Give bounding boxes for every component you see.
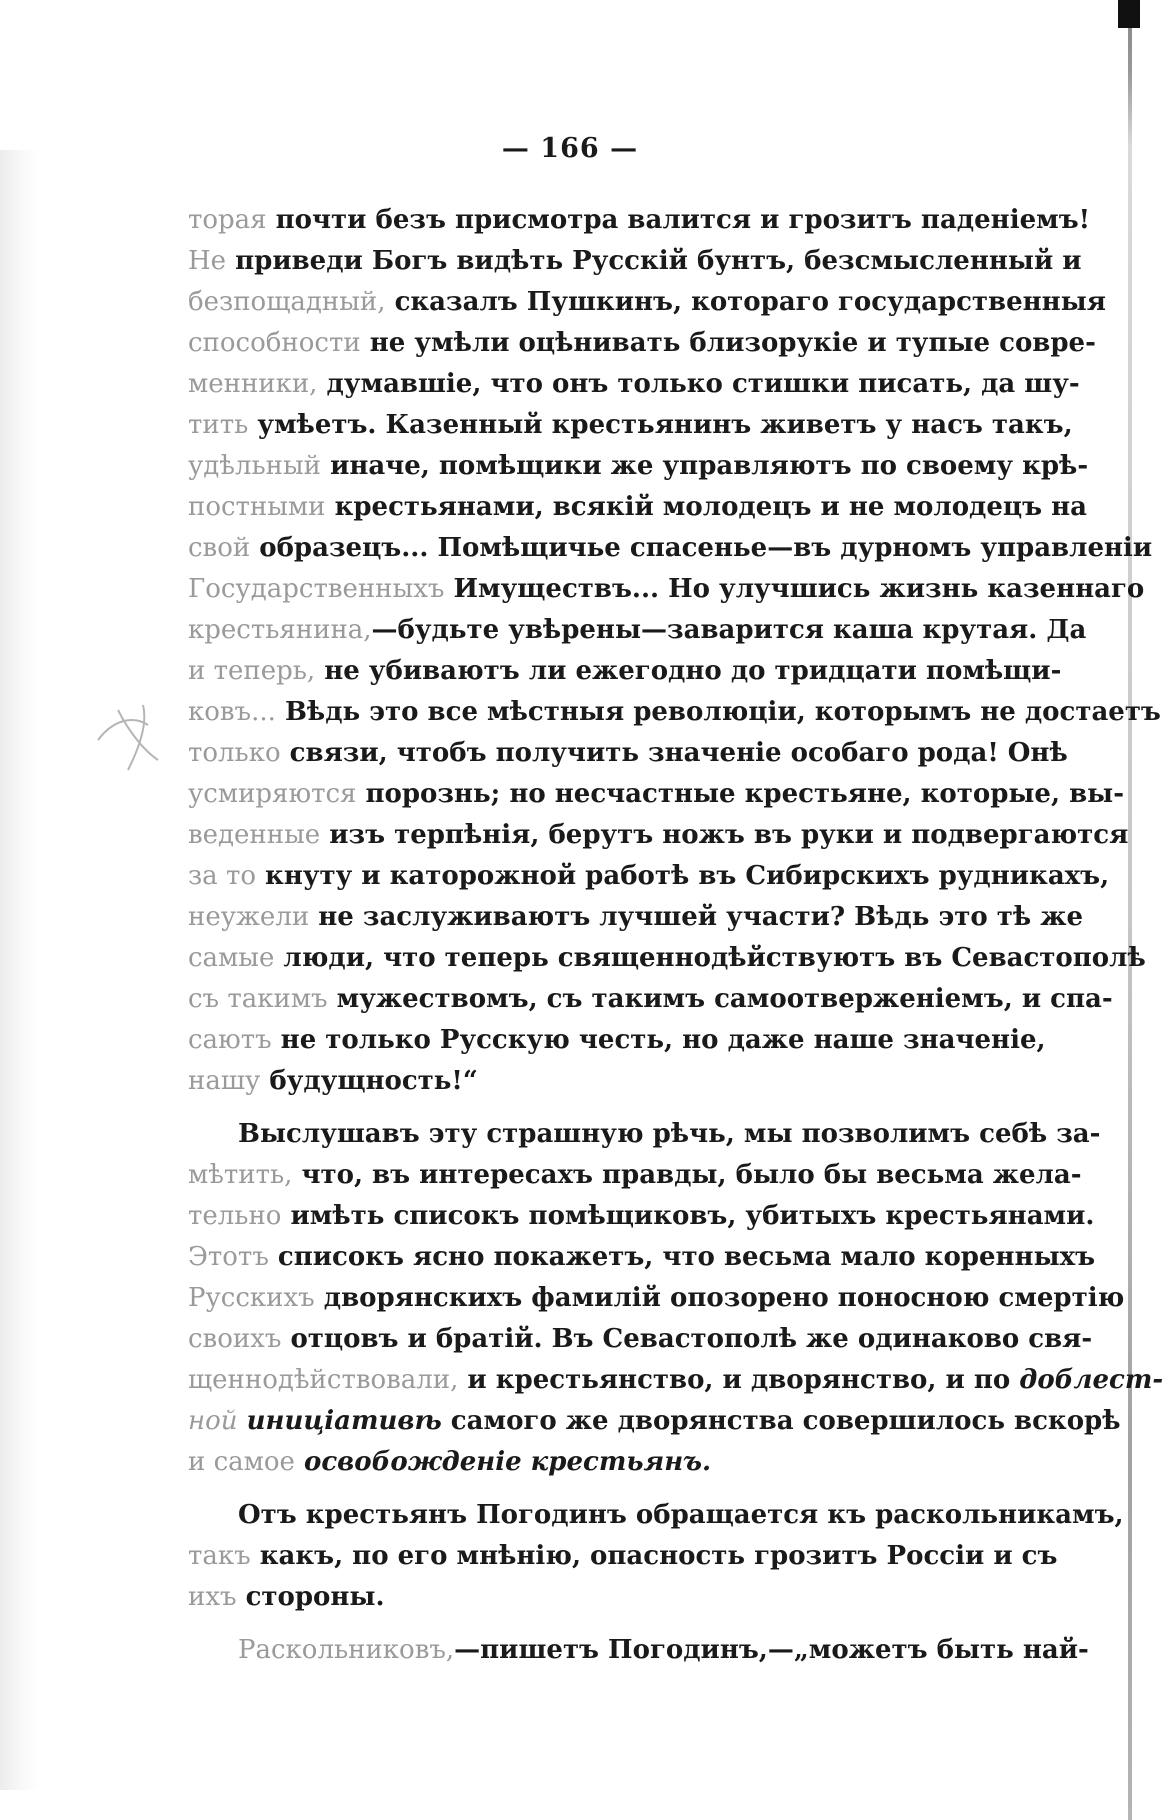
text-line [188,1401,1121,1442]
text-line [188,1630,1089,1671]
text-segment: крестьянина, [188,615,372,645]
text-line [188,1495,1124,1536]
text-segment: мужествомъ, съ такимъ самоотверженіемъ, и спа- [327,984,1113,1014]
text-segment: изъ терпѣнія, берутъ ножъ въ руки и подвергаются [320,820,1129,850]
text-segment: самые [188,943,275,973]
text-segment: думавшіе, что онъ только стишки писать, да шу- [317,369,1080,399]
text-segment: Русскихъ [188,1283,315,1313]
text-line [188,733,1068,774]
text-segment: какъ, по его мнѣнію, опасность грозитъ Россіи и съ [250,1541,1058,1571]
text-line [188,200,1091,241]
text-line [188,938,1146,979]
text-line [188,774,1124,815]
text-line [188,1020,1046,1061]
text-segment: саютъ [188,1025,272,1055]
text-segment: доблест- [1019,1365,1163,1395]
text-segment: стороны. [236,1582,385,1612]
text-segment: сказалъ Пушкинъ, котораго государственныя [385,287,1106,317]
text-segment: дворянскихъ фамилій опозорено поносною смертію [314,1283,1125,1313]
text-segment: люди, что теперь священнодѣйствуютъ въ Севастополѣ [274,943,1146,973]
text-segment: Имуществъ... Но улучшись жизнь казеннаго [444,574,1145,604]
text-segment: Отъ крестьянъ Погодинъ обращается къ раскольникамъ, [238,1500,1124,1530]
text-segment: освобожденіе крестьянъ. [303,1447,712,1477]
text-segment: и крестьянство, и дворянство, и по [458,1365,1020,1395]
text-line [188,610,1087,651]
text-line [188,405,1073,446]
text-segment: тить [188,410,249,440]
text-line [188,487,1087,528]
text-segment: крестьянами, всякій молодецъ и не молодецъ на [325,492,1087,522]
text-segment: ковъ... [188,697,276,727]
paragraph-gap [188,1618,1040,1630]
text-line [188,1061,1040,1102]
text-segment: не умѣли оцѣнивать близорукіе и тупые совре- [360,328,1096,358]
text-line [188,1577,1040,1618]
text-segment: неужели [188,902,310,932]
text-line [188,979,1113,1020]
text-segment: кнуту и каторожной работѣ въ Сибирскихъ рудникахъ, [255,861,1110,891]
text-segment: нашу [188,1066,261,1096]
page-number: — 166 — [501,133,639,164]
text-line [188,528,1153,569]
text-segment: за то [188,861,256,891]
text-segment [295,1447,304,1477]
text-segment: ной [188,1406,238,1436]
text-segment: съ такимъ [188,984,328,1014]
scan-corner-mark [1118,0,1140,28]
text-line [188,1536,1058,1577]
text-segment: порознь; но несчастные крестьяне, которые, вы- [356,779,1124,809]
text-line [188,323,1096,364]
text-line [188,1114,1101,1155]
text-line [188,569,1145,610]
text-segment: тельно [188,1201,282,1231]
text-segment: иначе, помѣщики же управляютъ по своему крѣ- [321,451,1089,481]
text-segment: будущность!“ [260,1066,478,1096]
text-line [188,897,1084,938]
text-segment: постными [188,492,326,522]
text-segment: безпощадный, [188,287,386,317]
text-line [188,241,1082,282]
document-body [188,200,1163,1671]
margin-pencil-mark [88,700,198,780]
text-line [188,1278,1125,1319]
text-segment: торая [188,205,267,235]
text-line [188,1360,1163,1401]
text-line [188,282,1106,323]
scan-binding-edge [1128,0,1132,1820]
text-line [188,1155,1082,1196]
text-segment: не заслуживаютъ лучшей участи? Вѣдь это тѣ же [309,902,1084,932]
text-segment: щеннодѣйствовали, [188,1365,459,1395]
text-line [188,1196,1095,1237]
text-segment: Государственныхъ [188,574,445,604]
text-segment: мѣтить, [188,1160,293,1190]
text-segment: —будьте увѣрены—заварится каша крутая. Да [371,615,1087,645]
text-segment: свой [188,533,251,563]
text-line [188,815,1129,856]
text-line [188,692,1161,733]
text-segment: такъ [188,1541,251,1571]
text-segment: и самое [188,1447,295,1477]
text-segment: имѣть списокъ помѣщиковъ, убитыхъ крестьянами. [281,1201,1095,1231]
text-segment: веденные [188,820,321,850]
text-segment: Вѣдь это все мѣстныя революціи, которымъ не достаетъ [275,697,1161,727]
text-segment: усмиряются [188,779,357,809]
text-segment: удѣльный [188,451,322,481]
text-segment: Этотъ [188,1242,269,1272]
text-segment: менники, [188,369,318,399]
text-segment: что, въ интересахъ правды, было бы весьма жела- [292,1160,1082,1190]
text-segment: приведи Богъ видѣть Русскій бунтъ, безсмысленный и [226,246,1082,276]
text-line [188,651,1062,692]
text-segment: почти безъ присмотра валится и грозитъ паденіемъ! [266,205,1091,235]
paragraph-gap [188,1102,1040,1114]
text-line [188,1237,1096,1278]
text-segment: образецъ... Помѣщичье спасенье—въ дурномъ управленіи [250,533,1153,563]
text-segment: способности [188,328,361,358]
text-segment: самого же дворянства совершилось вскорѣ [441,1406,1121,1436]
text-segment: списокъ ясно покажетъ, что весьма мало коренныхъ [268,1242,1096,1272]
text-segment: иниціативѣ [237,1406,442,1436]
text-segment: не убиваютъ ли ежегодно до тридцати помѣщи- [315,656,1062,686]
text-segment: ихъ [188,1582,237,1612]
text-line [188,364,1080,405]
text-segment: —пишетъ Погодинъ,—„можетъ быть най- [454,1635,1089,1665]
text-segment: связи, чтобъ получить значеніе особаго рода! Онѣ [280,738,1068,768]
text-segment: умѣетъ. Казенный крестьянинъ живетъ у насъ такъ, [248,410,1073,440]
text-segment: не только Русскую честь, но даже наше значеніе, [271,1025,1046,1055]
scan-gutter-shadow [0,150,40,1790]
text-segment: своихъ [188,1324,282,1354]
text-line [188,446,1089,487]
text-line [188,856,1110,897]
paragraph-gap [188,1483,1040,1495]
text-segment: Не [188,246,227,276]
text-segment: Раскольниковъ, [238,1635,455,1665]
text-line [188,1319,1093,1360]
text-segment: Выслушавъ эту страшную рѣчь, мы позволимъ себѣ за- [238,1119,1101,1149]
text-line [188,1442,1040,1483]
text-segment: отцовъ и братій. Въ Севастополѣ же одинаково свя- [281,1324,1093,1354]
text-segment: и теперь, [188,656,316,686]
text-segment: только [188,738,281,768]
